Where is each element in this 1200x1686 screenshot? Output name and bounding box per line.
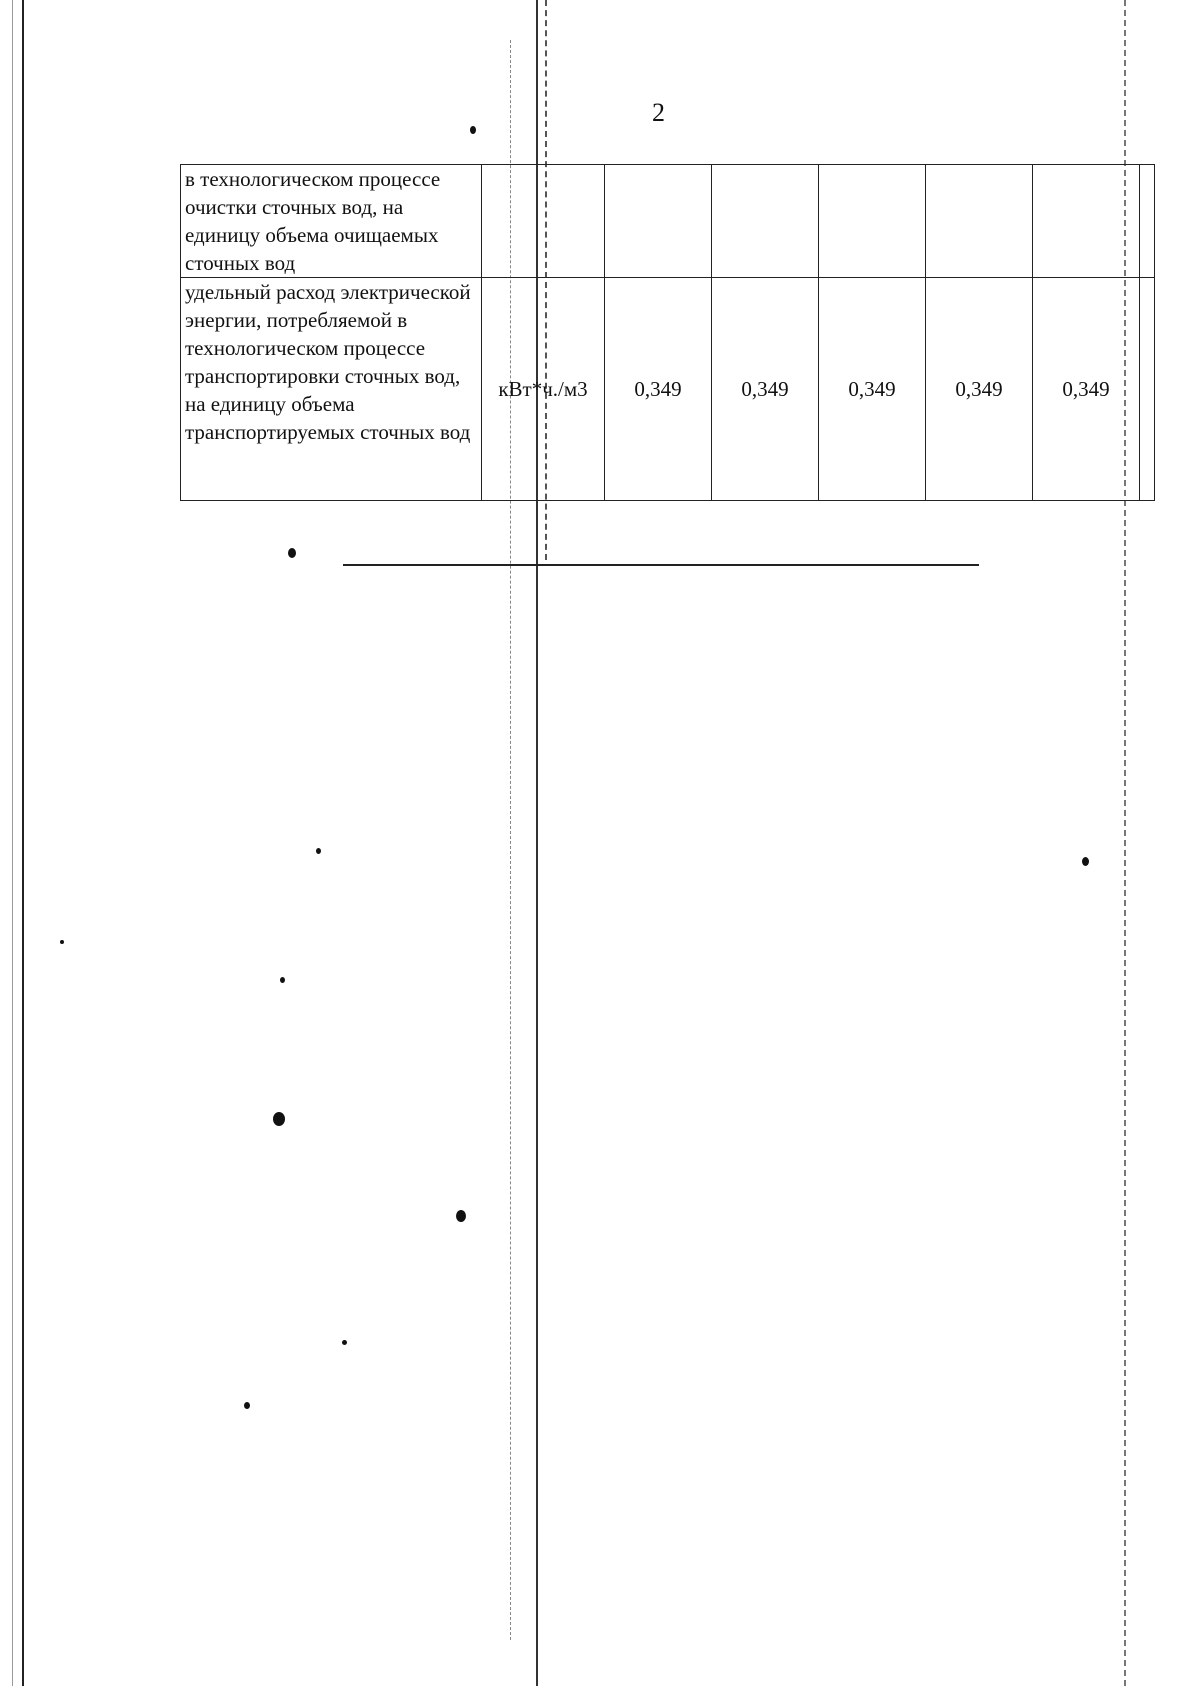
row-value: 0,349 bbox=[1033, 278, 1140, 501]
table-edge-cell bbox=[1140, 278, 1155, 501]
row-value bbox=[712, 165, 819, 278]
scan-speck bbox=[1082, 857, 1089, 866]
row-value: 0,349 bbox=[926, 278, 1033, 501]
scan-speck bbox=[316, 848, 321, 854]
row-label: удельный расход электрической энергии, потребляемой в технологическом процессе транспортировки сточных вод, на единицу объема транспортируемых сточных вод bbox=[181, 278, 482, 501]
scan-speck bbox=[342, 1340, 347, 1345]
row-value: 0,349 bbox=[712, 278, 819, 501]
scan-speck bbox=[60, 940, 64, 944]
scan-speck bbox=[273, 1112, 285, 1126]
scan-speck bbox=[456, 1210, 466, 1222]
table-edge-cell bbox=[1140, 165, 1155, 278]
row-value bbox=[605, 165, 712, 278]
table-row bbox=[181, 165, 1155, 278]
scan-speck bbox=[288, 548, 296, 558]
scan-edge-line bbox=[12, 0, 13, 1686]
row-value: 0,349 bbox=[605, 278, 712, 501]
table-row bbox=[181, 278, 1155, 501]
row-value bbox=[926, 165, 1033, 278]
row-unit bbox=[482, 165, 605, 278]
row-value bbox=[819, 165, 926, 278]
row-value bbox=[1033, 165, 1140, 278]
row-value: 0,349 bbox=[819, 278, 926, 501]
page-number: 2 bbox=[652, 98, 665, 127]
row-unit: кВт*ч./м3 bbox=[482, 278, 605, 501]
scan-edge-line bbox=[22, 0, 24, 1686]
scan-speck bbox=[244, 1402, 250, 1409]
end-rule bbox=[343, 564, 979, 566]
scan-speck bbox=[470, 126, 476, 134]
indicator-table bbox=[180, 164, 1155, 501]
scan-speck bbox=[280, 977, 285, 983]
row-label: в технологическом процессе очистки сточных вод, на единицу объема очищаемых сточных вод bbox=[181, 165, 482, 278]
